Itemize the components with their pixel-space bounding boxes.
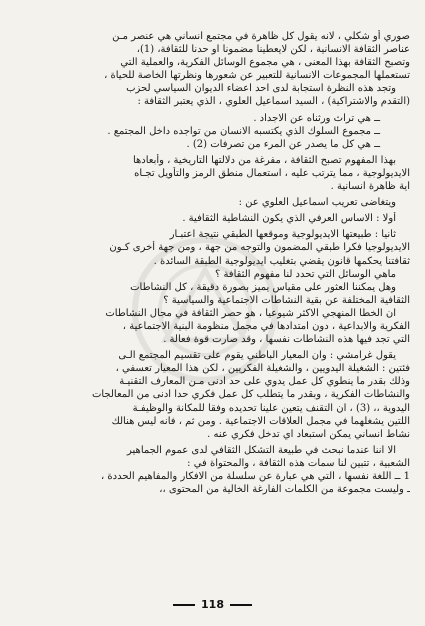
- text-line: الايديولوجيا فكرا طبقي المضمون والتوجه من جهة ، ومن جهة أخرى كـون: [109, 242, 410, 254]
- text-line: ثقافتنا يحكمها قانون يقضي بتغليب ايديولوجية الطبقة السائدة .: [153, 255, 410, 267]
- text-line: ويتغاضى تعريب اسماعيل العلوي عن :: [238, 197, 396, 209]
- text-line: وهل يمكننا العثور على مقياس يميز بصورة دقيقة ، كل النشاطات: [130, 281, 396, 293]
- text-line: صوري أو شكلي ، لانه يقول كل ظاهرة في مجتمع انساني هي عنصر مـن: [112, 31, 410, 42]
- text-line: ـ وليست مجموعة من الكلمات الفارغة الخالية من المحتوى ،،: [159, 484, 410, 496]
- text-line: اليدوية ،، (3) ، ان التقنف يتعين علينا تحديده وفقا للمكانة والوظيفـة: [132, 402, 410, 414]
- text-line: تستعملها المجموعات الانسانية للتعبير عن شعورها ونظرتها الخاصة للحياة ،: [104, 70, 410, 82]
- footer-right-dash: [230, 604, 252, 606]
- text-line: وتصبح الثقافة بهذا المعنى ، هي مجموع الوسائل الفكرية، والعملية التي: [120, 57, 410, 69]
- text-line: الفكرية والابداعية ، دون امتدادها في مجمل منظومة البنية الاجتماعية ،: [122, 320, 410, 332]
- text-line: الثقافية المختلفة عن بقية النشاطات الاجتماعية والسياسية ؟: [163, 294, 410, 306]
- text-line: التي تجد فيها هذه النشاطات نفسها ، وقد صارت قوة فعالة .: [163, 334, 410, 346]
- text-line: فئتين : الشغيلة اليدويين ، والشغيلة الفكريين ، لكن هذا المعيار تعسفي ،: [115, 363, 410, 375]
- text-line: أولا : الاساس العرفي الذي يكون النشاطية الثقافية .: [182, 213, 396, 225]
- text-line: الشعبية ، تتبين لنا سمات هذه الثقافة ، والمحتواة في :: [187, 457, 410, 469]
- footer-left-dash: [173, 604, 195, 606]
- text-line: وذلك بقدر ما ينطوي كل عمل يدوي على حد ادنى مـن المعارف التقنيـة: [119, 376, 410, 388]
- text-line: 1 ــ اللغة نفسها ، التي هي عبارة عن سلسلة من الافكار والمفاهيم الحددة ،: [100, 471, 410, 482]
- text-line: ــ هي كل ما يصدر عن المرء من تصرفات (2) .: [186, 138, 380, 150]
- text-line: وتجد هذه النظرة استجابة لدى احد اعضاء الديوان السياسي لحزب: [126, 83, 396, 95]
- text-line: الا اننا عندما نبحث في طبيعة التشكل الثقافي لدى عموم الجماهير: [127, 444, 396, 456]
- text-line: ان الخطا المنهجي الاكثر شيوعيا ، هو حصر الثقافة في مجال النشاطات: [105, 307, 396, 319]
- text-line: ــ مجموع السلوك الذي يكتسبه الانسان من تواجده داخل المجتمع .: [107, 125, 380, 137]
- text-line: اللتين يشغلهما في مجمل العلاقات الاجتماعية . ومن ثم ، فانه ليس هنالك: [111, 415, 410, 427]
- text-line: (التقدم والاشتراكية) ، السيد اسماعيل العلوي ، الذي يعتبر الثقافة :: [137, 96, 410, 108]
- text-line: نشاط انساني يمكن استبعاد اي تدخل فكري عنه .: [207, 428, 410, 440]
- text-line: والنشاطات الفكرية ، وبقدر ما يتطلب كل عمل فكري حدا ادنى من المعالجات: [91, 389, 410, 401]
- text-line: عناصر الثقافة الانسانية ، لكن لايعطينا مضمونا او حدنا للثقافة، (1)،: [136, 44, 410, 56]
- text-line: يقول غرامشي : وان المعيار الباطني يقوم على تقسيم المجتمع الـى: [118, 350, 396, 362]
- page-number: 118: [201, 598, 224, 611]
- text-line: بهذا المفهوم تصبح الثقافة ، مفرغة من دلالتها التاريخية ، وأبعادها: [132, 154, 396, 166]
- document-body: [20, 30, 410, 496]
- text-line: ماهي الوسائل التي تحدد لنا مفهوم الثقافة ؟: [214, 268, 396, 280]
- text-line: اية ظاهرة انسانية .: [330, 181, 410, 193]
- text-line: ثانيا : طبيعتها الايديولوجية وموقعها الطبقي نتيجة اعتبـار: [169, 229, 396, 241]
- page-footer: [0, 598, 425, 611]
- text-line: ــ هي تراث ورثناه عن الاجداد .: [253, 112, 380, 124]
- text-line: الايديولوجية ، مما يترتب عليه ، استعمال منطق الرمز والتأويل تجـاه: [134, 167, 410, 179]
